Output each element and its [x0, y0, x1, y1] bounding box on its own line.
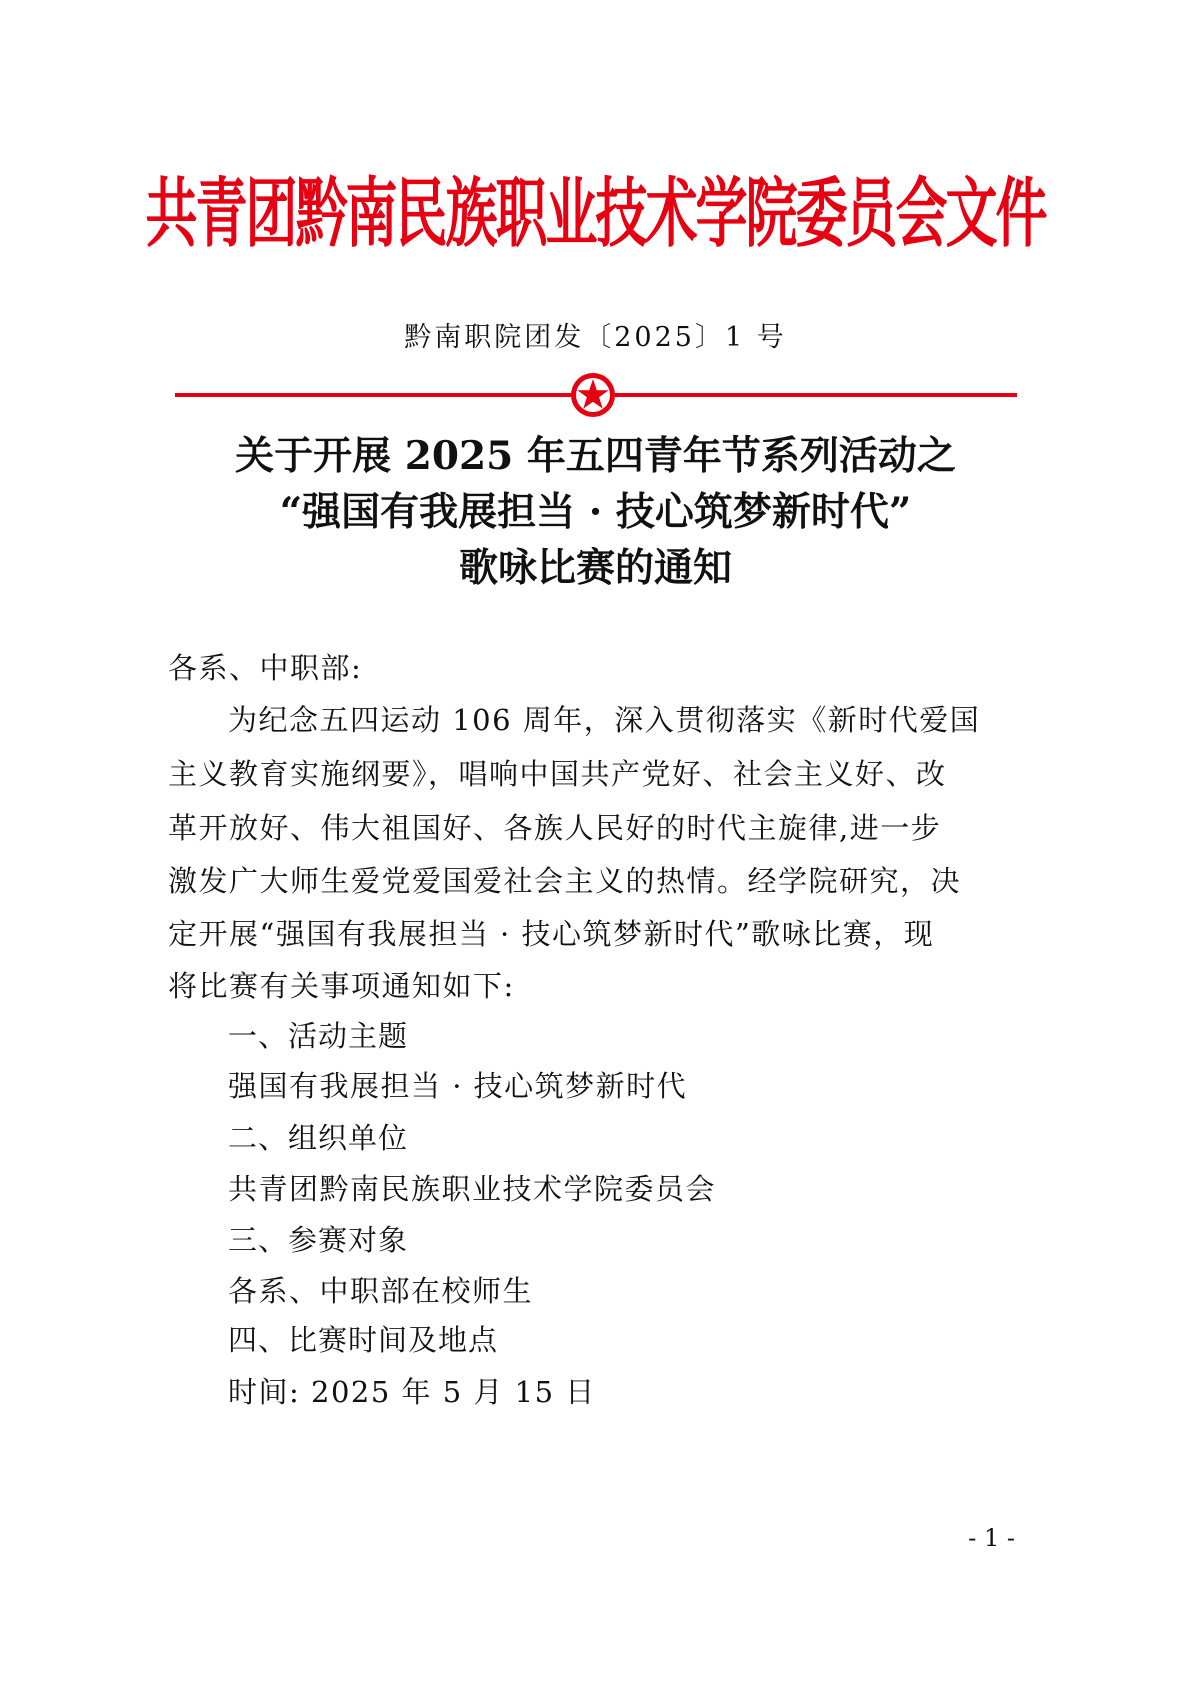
title-line-3: 歌咏比赛的通知 [458, 545, 732, 591]
section-heading-time-place: 四、比赛时间及地点 [228, 1323, 499, 1357]
page-number: - 1 - [968, 1524, 1015, 1552]
section-heading-theme: 一、活动主题 [228, 1019, 409, 1053]
section-heading-organizer: 二、组织单位 [228, 1121, 409, 1155]
document-header-title: 共青团黔南民族职业技术学院委员会文件 [145, 171, 1046, 259]
intro-line-2: 主义教育实施纲要》，唱响中国共产党好、社会主义好、改 [168, 757, 947, 791]
intro-line-5: 定开展“强国有我展担当 · 技心筑梦新时代”歌咏比赛，现 [168, 917, 935, 951]
intro-line-1: 为纪念五四运动 106 周年，深入贯彻落实《新时代爱国 [228, 703, 981, 737]
red-divider-right [612, 393, 1017, 397]
section-content-organizer: 共青团黔南民族职业技术学院委员会 [228, 1172, 717, 1206]
section-heading-participants: 三、参赛对象 [228, 1223, 409, 1257]
title-line-1: 关于开展 2025 年五四青年节系列活动之 [235, 433, 956, 479]
document-number: 黔南职院团发〔2025〕1 号 [404, 322, 787, 353]
intro-line-4: 激发广大师生爱党爱国爱社会主义的热情。经学院研究，决 [168, 864, 962, 898]
section-content-participants: 各系、中职部在校师生 [228, 1274, 534, 1308]
red-divider-left [175, 393, 575, 397]
intro-line-6: 将比赛有关事项通知如下: [168, 969, 515, 1003]
title-line-2: “强国有我展担当 · 技心筑梦新时代” [279, 489, 912, 535]
intro-line-3: 革开放好、伟大祖国好、各族人民好的时代主旋律,进一步 [168, 811, 942, 845]
section-content-time: 时间: 2025 年 5 月 15 日 [228, 1375, 596, 1409]
star-icon [569, 371, 617, 419]
addressee: 各系、中职部: [168, 651, 363, 685]
section-content-theme: 强国有我展担当 · 技心筑梦新时代 [228, 1069, 688, 1103]
